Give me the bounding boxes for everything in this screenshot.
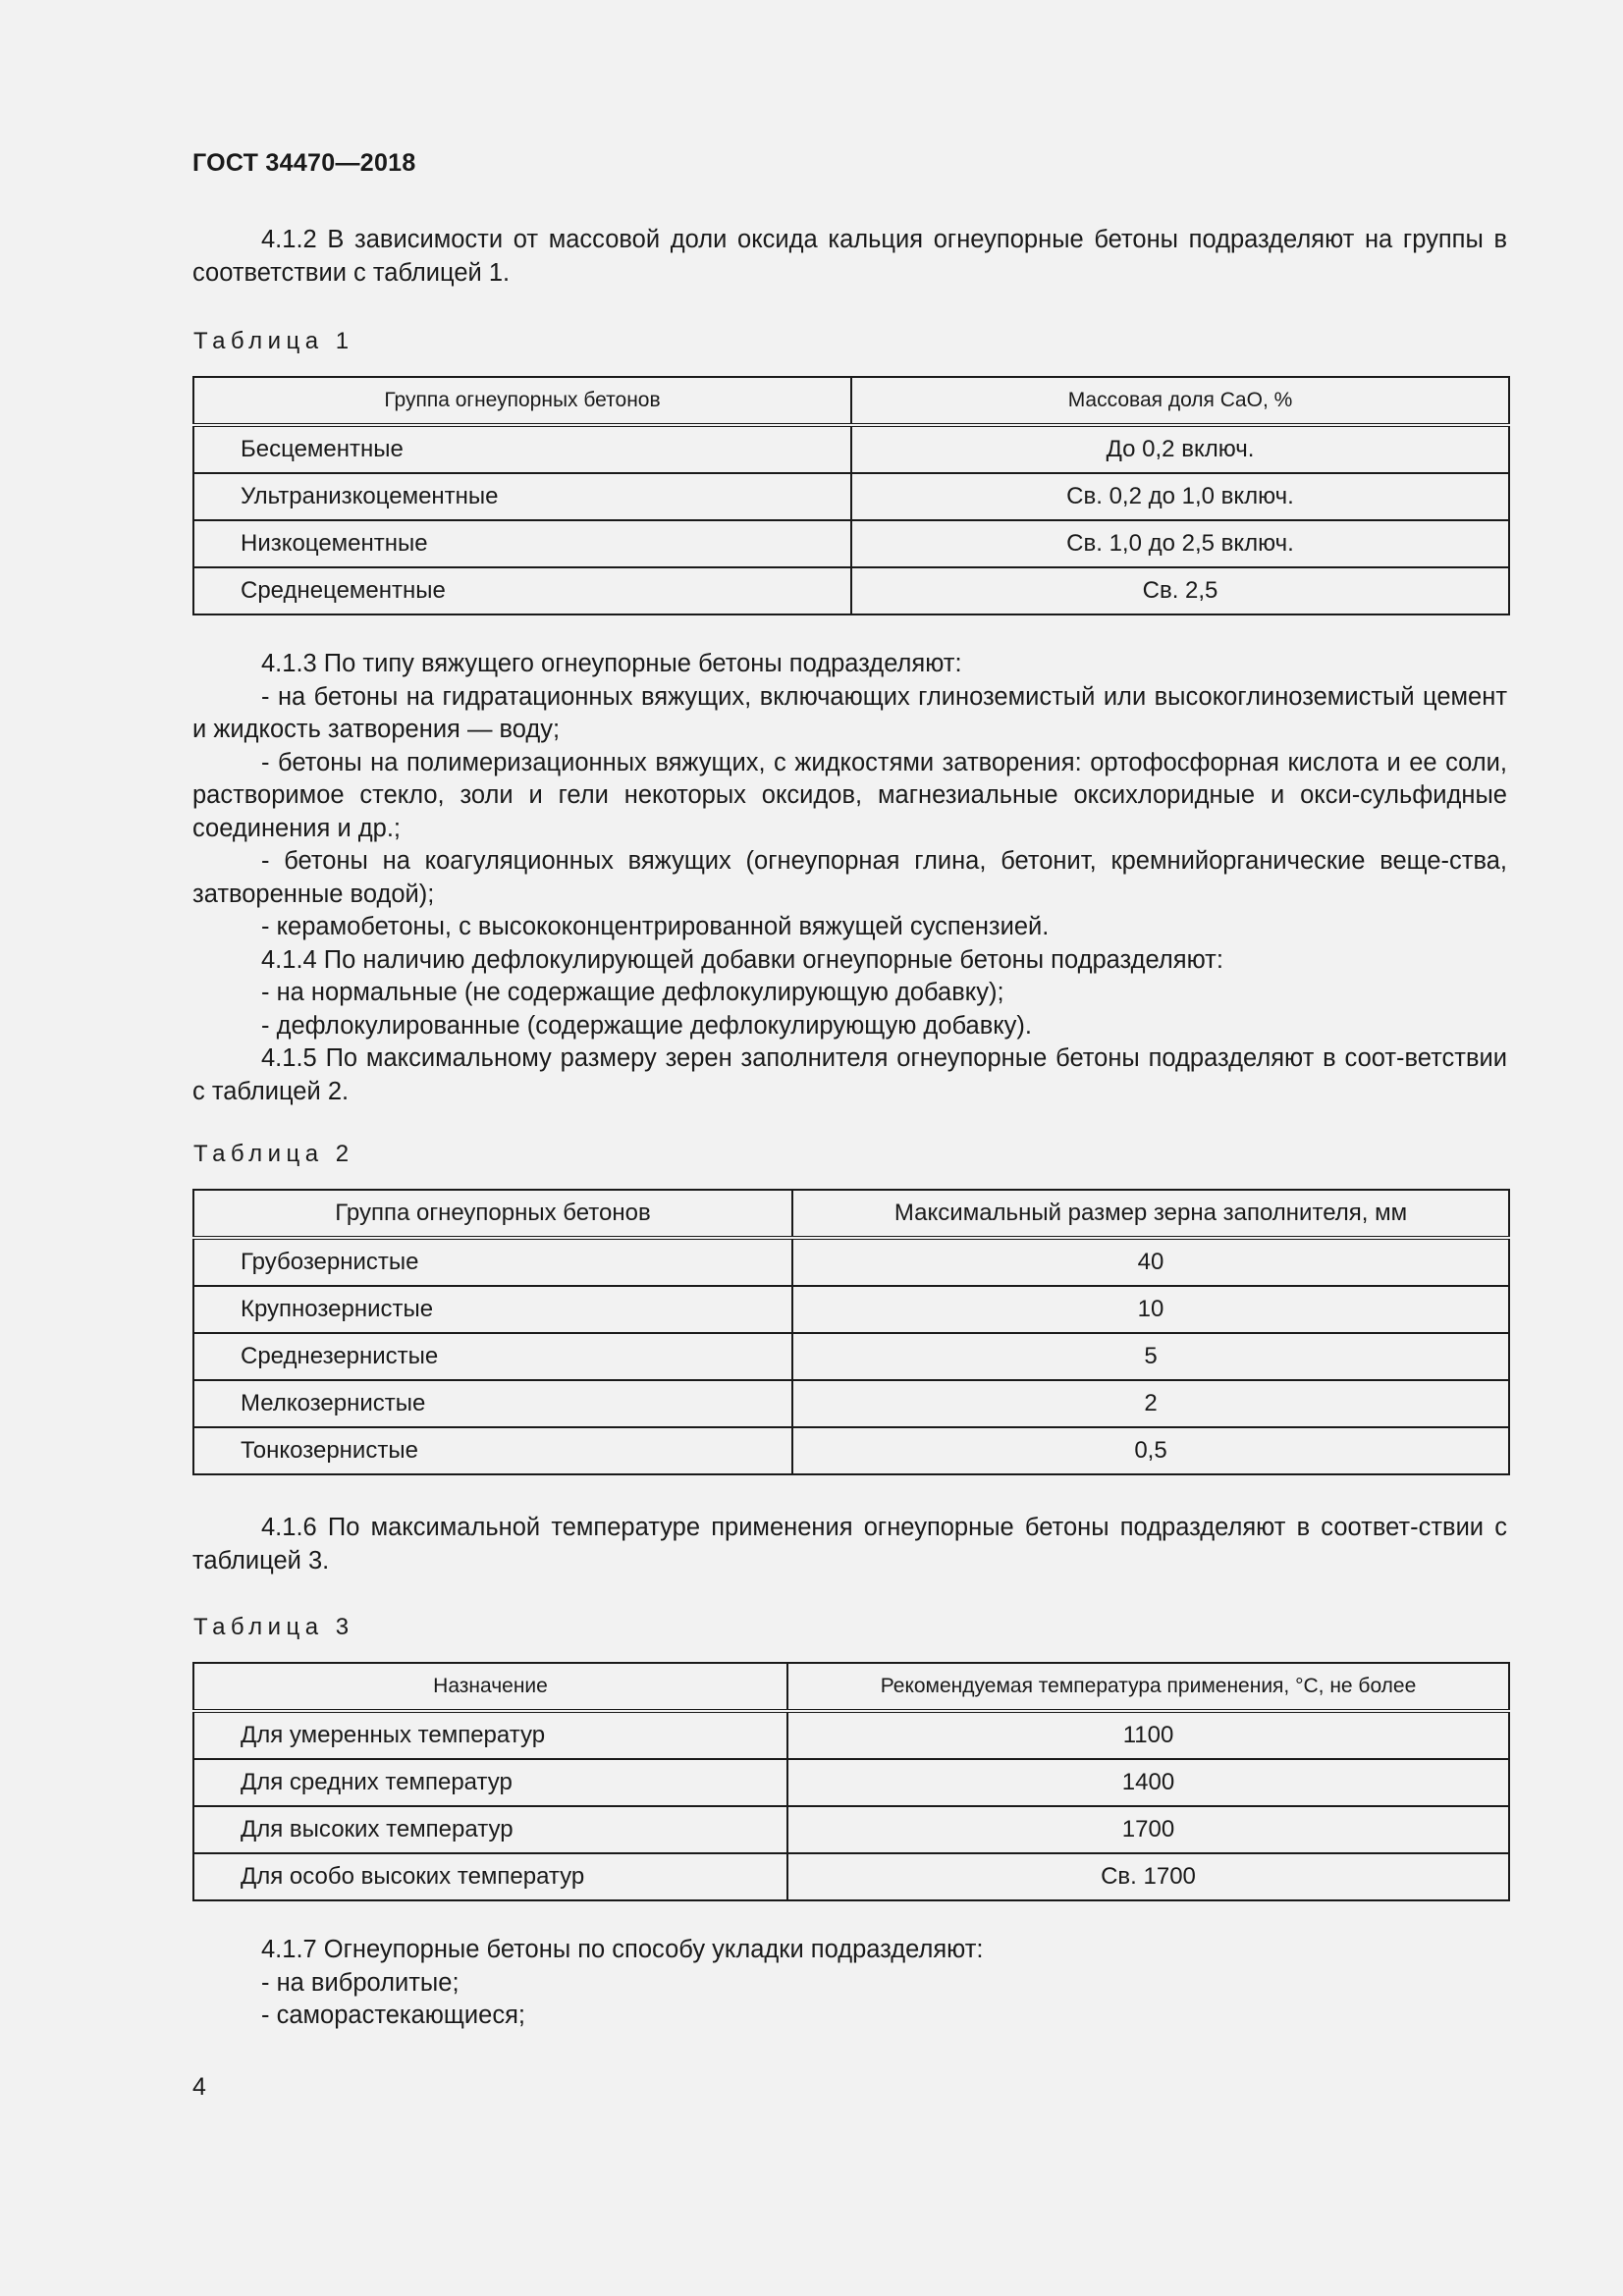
column-header: Максимальный размер зерна заполнителя, мм: [792, 1190, 1509, 1238]
column-header: Назначение: [193, 1663, 787, 1711]
paragraph-4-1-6: 4.1.6 По максимальной температуре применения огнеупорные бетоны подразделяют в соответ-ствии с таблицей 3.: [192, 1514, 1507, 1575]
column-header: Группа огнеупорных бетонов: [193, 377, 851, 425]
section-4-1-7: [192, 1934, 1507, 2033]
table-cell: 1700: [787, 1806, 1509, 1853]
table-row: [193, 1806, 1509, 1853]
table-cell: Тонкозернистые: [193, 1427, 792, 1474]
table-header-row: [193, 1190, 1509, 1238]
table-row: [193, 520, 1509, 567]
table-cell: Для умеренных температур: [193, 1711, 787, 1759]
table-cell: 40: [792, 1238, 1509, 1286]
table-row: [193, 1427, 1509, 1474]
table-cell: Грубозернистые: [193, 1238, 792, 1286]
table-row: [193, 473, 1509, 520]
table-1: [192, 376, 1510, 615]
table-cell: 5: [792, 1333, 1509, 1380]
table-cell: До 0,2 включ.: [851, 425, 1509, 473]
paragraph-4-1-4: 4.1.4 По наличию дефлокулирующей добавки огнеупорные бетоны подразделяют:: [261, 945, 1223, 974]
table-row: [193, 1286, 1509, 1333]
table-cell: 0,5: [792, 1427, 1509, 1474]
list-item: - на бетоны на гидратационных вяжущих, включающих глиноземистый или высокоглиноземистый цемент и жидкость затворения — воду;: [192, 682, 1507, 743]
table-cell: 10: [792, 1286, 1509, 1333]
table-3-caption: Таблица 3: [193, 1614, 354, 1640]
table-cell: Ультранизкоцементные: [193, 473, 851, 520]
table-cell: Св. 0,2 до 1,0 включ.: [851, 473, 1509, 520]
table-cell: Среднецементные: [193, 567, 851, 614]
table-cell: Для высоких температур: [193, 1806, 787, 1853]
table-cell: Среднезернистые: [193, 1333, 792, 1380]
table-header-row: [193, 377, 1509, 425]
list-item: - дефлокулированные (содержащие дефлокулирующую добавку).: [261, 1011, 1033, 1040]
table-cell: 1100: [787, 1711, 1509, 1759]
table-cell: Крупнозернистые: [193, 1286, 792, 1333]
table-cell: Св. 1700: [787, 1853, 1509, 1900]
table-row: [193, 1333, 1509, 1380]
table-row: [193, 1853, 1509, 1900]
section-4-1-3-to-4-1-5: [192, 648, 1507, 1108]
table-1-caption: Таблица 1: [193, 328, 354, 354]
list-item: - на нормальные (не содержащие дефлокулирующую добавку);: [261, 979, 1004, 1006]
table-row: [193, 1380, 1509, 1427]
paragraph-4-1-2: 4.1.2 В зависимости от массовой доли оксида кальция огнеупорные бетоны подразделяют на группы в соответствии с таблицей 1.: [192, 226, 1507, 287]
list-item: - бетоны на полимеризационных вяжущих, с жидкостями затворения: ортофосфорная кислота и ее соли, растворимое стекло, золи и гели некоторых оксидов, магнезиальные оксихлоридные и окси-сульфидные соединения и др.;: [192, 748, 1507, 842]
table-cell: Для особо высоких температур: [193, 1853, 787, 1900]
table-2-caption: Таблица 2: [193, 1141, 354, 1167]
list-item: - на вибролитые;: [261, 1968, 460, 1997]
table-header-row: [193, 1663, 1509, 1711]
table-cell: Мелкозернистые: [193, 1380, 792, 1427]
paragraph-4-1-5: 4.1.5 По максимальному размеру зерен заполнителя огнеупорные бетоны подразделяют в соот-ветствии с таблицей 2.: [192, 1044, 1507, 1105]
table-row: [193, 1759, 1509, 1806]
table-row: [193, 1711, 1509, 1759]
list-item: - саморастекающиеся;: [261, 2002, 525, 2029]
table-cell: 1400: [787, 1759, 1509, 1806]
table-row: [193, 567, 1509, 614]
paragraph-4-1-7: 4.1.7 Огнеупорные бетоны по способу укладки подразделяют:: [261, 1936, 984, 1963]
column-header: Рекомендуемая температура применения, °С, не более: [787, 1663, 1509, 1711]
table-row: [193, 425, 1509, 473]
section-4-1-2: [192, 224, 1507, 290]
page-number: 4: [192, 2073, 206, 2101]
section-4-1-6: [192, 1512, 1507, 1577]
column-header: Группа огнеупорных бетонов: [193, 1190, 792, 1238]
table-cell: Св. 2,5: [851, 567, 1509, 614]
table-cell: Для средних температур: [193, 1759, 787, 1806]
document-code: ГОСТ 34470—2018: [192, 149, 416, 177]
table-2: [192, 1189, 1510, 1475]
table-cell: Бесцементные: [193, 425, 851, 473]
column-header: Массовая доля CaO, %: [851, 377, 1509, 425]
paragraph-4-1-3: 4.1.3 По типу вяжущего огнеупорные бетоны подразделяют:: [261, 650, 962, 677]
table-cell: 2: [792, 1380, 1509, 1427]
table-cell: Низкоцементные: [193, 520, 851, 567]
table-cell: Св. 1,0 до 2,5 включ.: [851, 520, 1509, 567]
table-3: [192, 1662, 1510, 1901]
list-item: - бетоны на коагуляционных вяжущих (огнеупорная глина, бетонит, кремнийорганические веще-ства, затворенные водой);: [192, 847, 1507, 908]
table-row: [193, 1238, 1509, 1286]
list-item: - керамобетоны, с высококонцентрированной вяжущей суспензией.: [261, 913, 1050, 940]
